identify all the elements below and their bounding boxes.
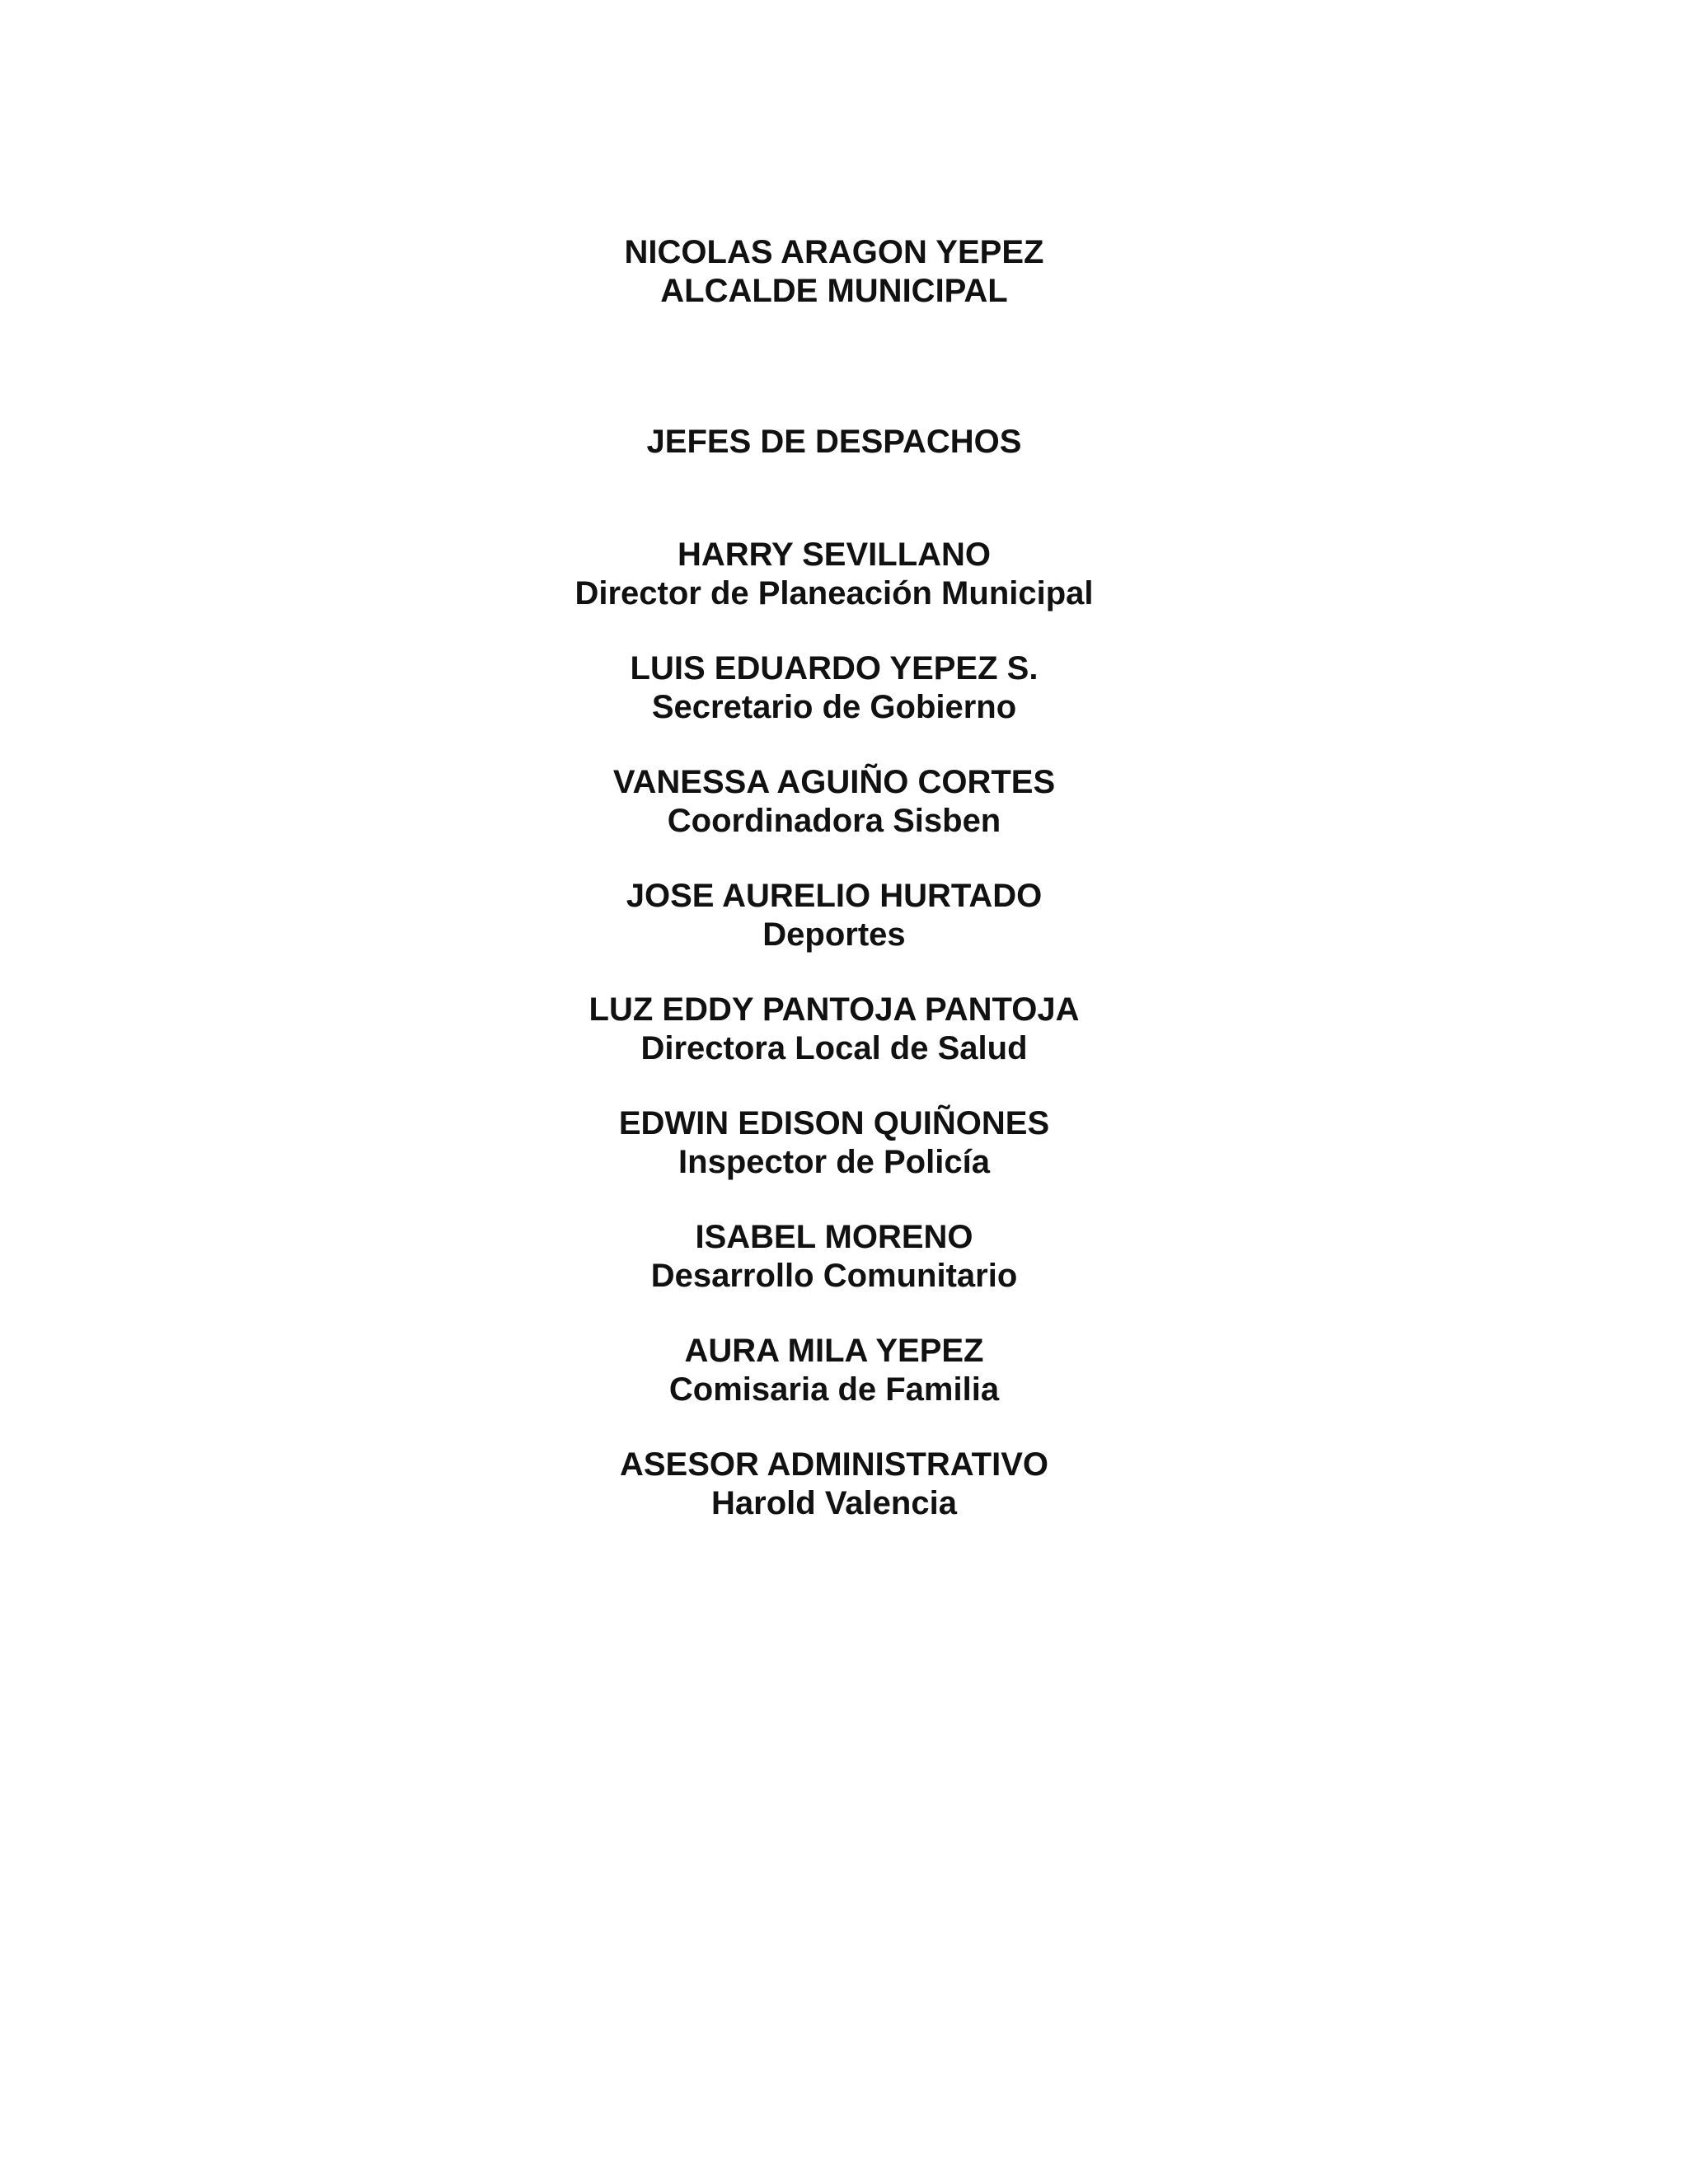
staff-entry-role: Deportes [762, 916, 906, 953]
mayor-name: NICOLAS ARAGON YEPEZ [624, 234, 1044, 270]
staff-entry-name: LUZ EDDY PANTOJA PANTOJA [588, 991, 1080, 1028]
staff-entry-role: Comisaria de Familia [668, 1371, 1000, 1408]
staff-entry [0, 1446, 1668, 1559]
staff-entry-name: ASESOR ADMINISTRATIVO [619, 1446, 1049, 1483]
staff-entry-name: AURA MILA YEPEZ [684, 1333, 984, 1369]
staff-entry-role: Directora Local de Salud [640, 1030, 1028, 1066]
staff-entry-role: Harold Valencia [711, 1485, 957, 1521]
staff-entry-role: Desarrollo Comunitario [650, 1258, 1018, 1294]
staff-entry [0, 1332, 1668, 1446]
staff-entry-name: HARRY SEVILLANO [677, 537, 992, 573]
staff-entry-role: Secretario de Gobierno [651, 689, 1017, 725]
staff-entry [0, 877, 1668, 991]
staff-entry [0, 1104, 1668, 1218]
staff-entry [0, 991, 1668, 1104]
staff-entry-role: Inspector de Policía [678, 1144, 990, 1180]
section-title [0, 423, 1668, 462]
staff-entry-role: Coordinadora Sisben [667, 803, 1001, 839]
staff-entry-role: Director de Planeación Municipal [574, 575, 1094, 612]
mayor-title: ALCALDE MUNICIPAL [660, 273, 1008, 309]
staff-list [0, 536, 1668, 1559]
mayor-header [0, 233, 1668, 311]
staff-entry-name: EDWIN EDISON QUIÑONES [618, 1105, 1050, 1141]
staff-entry [0, 1218, 1668, 1332]
staff-entry-name: ISABEL MORENO [695, 1219, 973, 1255]
section-title-text: JEFES DE DESPACHOS [646, 424, 1022, 460]
staff-entry-name: JOSE AURELIO HURTADO [626, 878, 1043, 914]
staff-entry [0, 649, 1668, 763]
staff-entry [0, 536, 1668, 649]
staff-entry [0, 763, 1668, 877]
staff-entry-name: LUIS EDUARDO YEPEZ S. [630, 650, 1039, 687]
staff-entry-name: VANESSA AGUIÑO CORTES [612, 764, 1056, 800]
